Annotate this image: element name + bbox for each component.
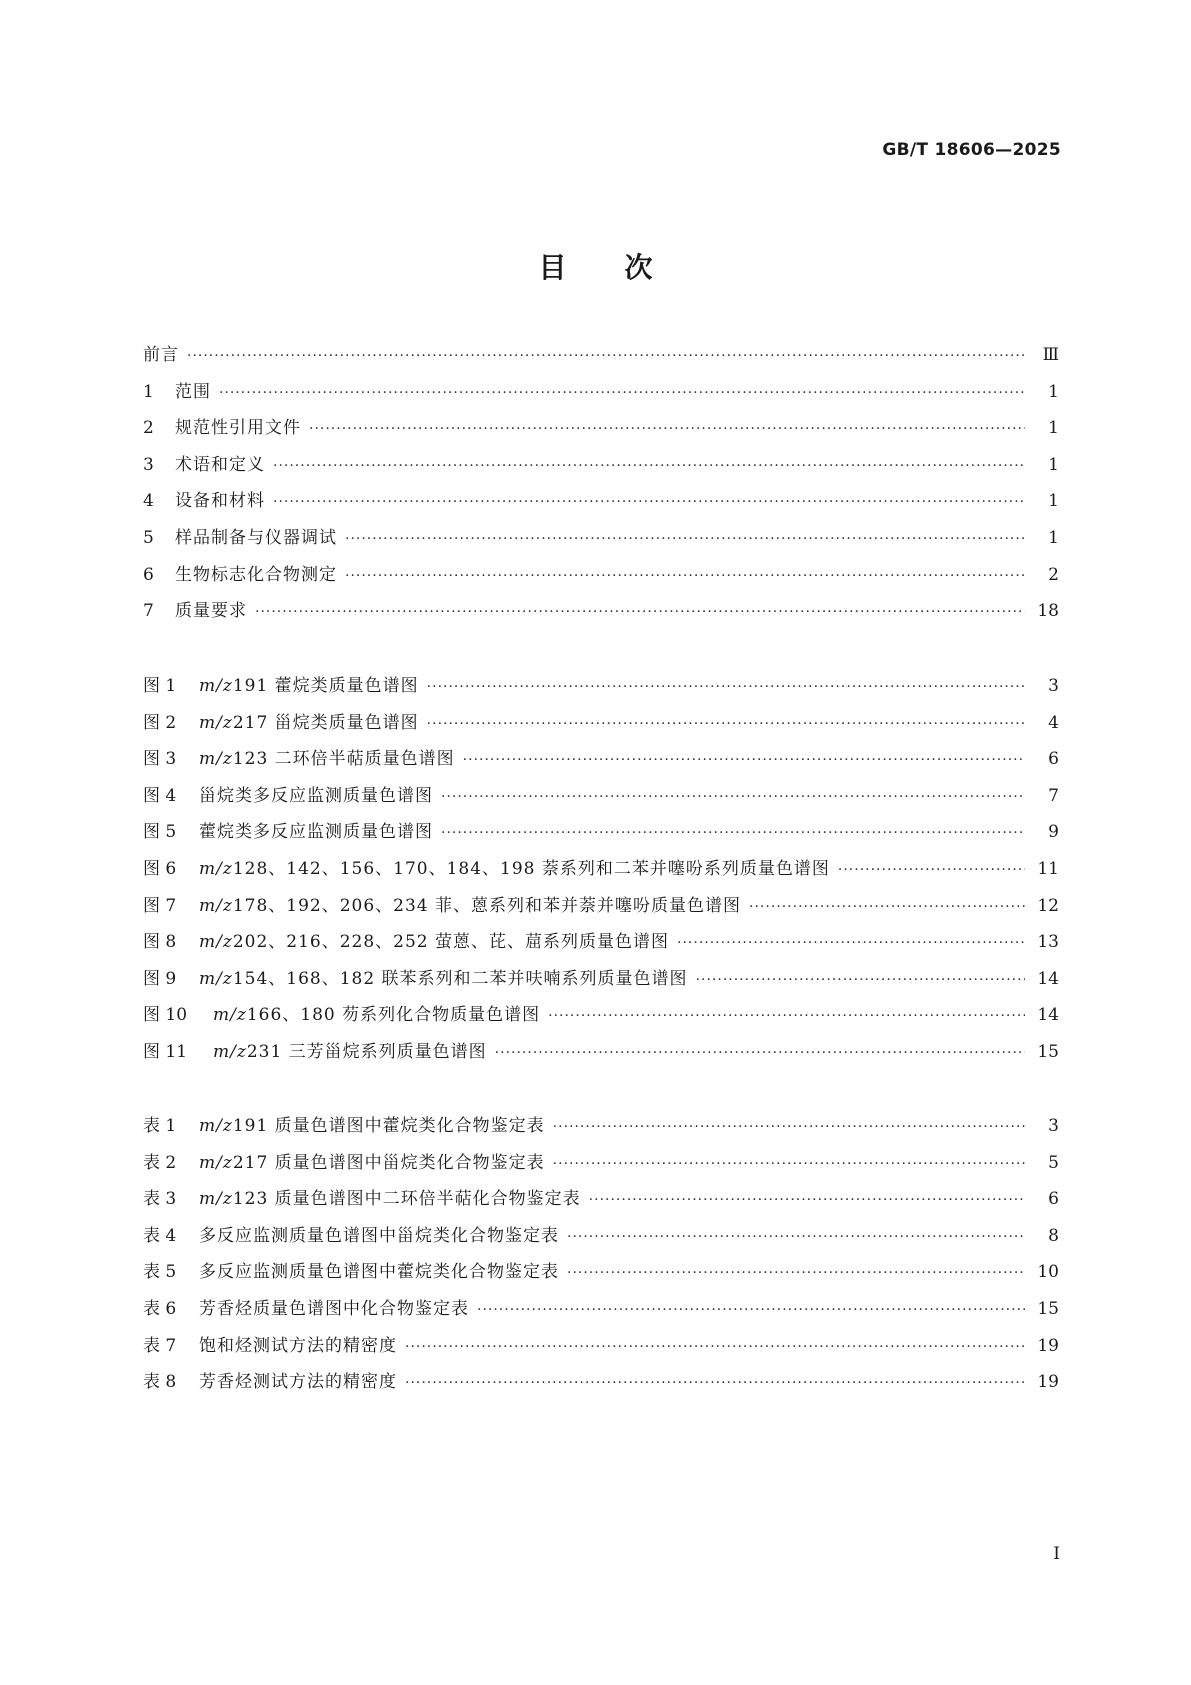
toc-entry-number: 图 6 (143, 858, 177, 879)
toc-entry-section-4[interactable] (143, 486, 1059, 523)
toc-sections (143, 340, 1059, 633)
toc-entry-title-text: 178、192、206、234 菲、蒽系列和苯并萘并噻吩质量色谱图 (232, 895, 742, 916)
toc-leader-dots (567, 1229, 1025, 1245)
toc-entry-section-3[interactable] (143, 450, 1059, 487)
toc-entry-title-text: 128、142、156、170、184、198 萘系列和二苯并噻吩系列质量色谱图 (232, 858, 830, 879)
mz-label: m/z (199, 932, 233, 953)
toc-leader-dots (405, 1375, 1025, 1391)
toc-leader-dots (309, 421, 1025, 437)
toc-entry-title (199, 964, 696, 989)
page-title: 目次 (538, 251, 711, 284)
toc-entry-title (199, 1111, 553, 1136)
toc-entry-title (199, 671, 427, 696)
toc-entry-page: 14 (1037, 968, 1059, 989)
toc-entry-page: 19 (1037, 1335, 1059, 1356)
mz-label: m/z (199, 895, 233, 916)
toc-entry-figure-6[interactable] (143, 854, 1059, 891)
toc-entry-page: 1 (1048, 454, 1059, 475)
toc-leader-dots (255, 604, 1025, 620)
toc-entry-number: 图 10 (143, 1005, 188, 1026)
toc-leader-dots (441, 789, 1025, 805)
toc-entry-table-4[interactable] (143, 1221, 1059, 1258)
toc-entry-number: 图 5 (143, 822, 177, 843)
toc-entry-title (199, 744, 463, 769)
toc-entry-figure-3[interactable] (143, 744, 1059, 781)
toc-entry-table-3[interactable] (143, 1184, 1059, 1221)
toc-leader-dots (345, 568, 1025, 584)
toc-entry-title: 芳香烃质量色谱图中化合物鉴定表 (199, 1298, 469, 1319)
toc-entry-title-text: 123 质量色谱图中二环倍半萜化合物鉴定表 (232, 1189, 581, 1210)
toc-entry-title (199, 891, 749, 916)
toc-entry-section-7[interactable] (143, 596, 1059, 633)
toc-leader-dots (548, 1008, 1025, 1024)
toc-entry-number: 图 11 (143, 1041, 188, 1062)
toc-entry-page: 8 (1048, 1225, 1059, 1246)
mz-label: m/z (199, 1116, 233, 1136)
toc-leader-dots (477, 1302, 1025, 1318)
mz-label: m/z (213, 1041, 247, 1062)
toc-entry-number: 表 8 (143, 1372, 177, 1393)
toc-entry-number: 3 (143, 454, 154, 475)
toc-entry-table-7[interactable] (143, 1331, 1059, 1368)
mz-label: m/z (199, 712, 233, 733)
toc-leader-dots (405, 1339, 1025, 1355)
toc-entry-number: 图 7 (143, 895, 177, 916)
toc-entry-figure-10[interactable] (143, 1000, 1059, 1037)
toc-entry-number: 图 9 (143, 968, 177, 989)
toc-entry-title: 多反应监测质量色谱图中藿烷类化合物鉴定表 (199, 1262, 559, 1283)
toc-entry-page: 1 (1048, 418, 1059, 439)
toc-entry-page: 4 (1048, 712, 1059, 733)
toc-entry-page: 3 (1048, 1116, 1059, 1136)
toc-entry-page: 10 (1037, 1262, 1059, 1283)
toc-entry-table-5[interactable] (143, 1257, 1059, 1294)
toc-entry-figure-5[interactable] (143, 817, 1059, 854)
toc-leader-dots (589, 1192, 1025, 1208)
toc-entry-page: 1 (1048, 381, 1059, 402)
toc-entry-page: 11 (1037, 858, 1059, 879)
toc-entry-title-text: 154、168、182 联苯系列和二苯并呋喃系列质量色谱图 (232, 968, 688, 989)
toc-entry-number: 表 4 (143, 1225, 177, 1246)
toc-entry-page: 6 (1048, 749, 1059, 770)
toc-entry-figure-8[interactable] (143, 927, 1059, 964)
toc-entry-title-text: 202、216、228、252 萤蒽、芘、䓛系列质量色谱图 (232, 932, 670, 953)
toc-entry-section-1[interactable] (143, 377, 1059, 414)
mz-label: m/z (199, 676, 233, 696)
toc-entry-page: Ⅲ (1042, 345, 1059, 365)
toc-entry-figure-9[interactable] (143, 964, 1059, 1001)
toc-leader-dots (427, 716, 1025, 732)
toc-entry-number: 4 (143, 491, 154, 512)
toc-leader-dots (696, 972, 1025, 988)
toc-entry-page: 2 (1048, 564, 1059, 585)
toc-entry-page: 1 (1048, 491, 1059, 512)
toc-leader-dots (495, 1045, 1025, 1061)
toc-entry-page: 5 (1048, 1152, 1059, 1173)
standard-number: GB/T 18606—2025 (882, 140, 1061, 160)
toc-leader-dots (463, 752, 1025, 768)
toc-entry-page: 14 (1037, 1005, 1059, 1026)
toc-entry-number: 1 (143, 381, 154, 402)
toc-leader-dots (273, 494, 1025, 510)
toc-entry-figure-7[interactable] (143, 891, 1059, 928)
toc-leader-dots (677, 935, 1025, 951)
toc-entry-title: 生物标志化合物测定 (175, 564, 337, 585)
toc-entry-page: 18 (1037, 601, 1059, 622)
mz-label: m/z (199, 1189, 233, 1210)
page-number: Ⅰ (1053, 1544, 1060, 1564)
toc-entry-figure-2[interactable] (143, 708, 1059, 745)
mz-label: m/z (199, 858, 233, 879)
toc-entry-title (213, 1037, 495, 1062)
toc-entry-title (199, 708, 427, 733)
toc-entry-title: 多反应监测质量色谱图中甾烷类化合物鉴定表 (199, 1225, 559, 1246)
toc-entry-title (199, 927, 677, 952)
toc-entry-number: 表 7 (143, 1335, 177, 1356)
toc-leader-dots (567, 1265, 1025, 1281)
toc-entry-title: 术语和定义 (175, 454, 265, 475)
toc-entry-title (213, 1000, 548, 1025)
toc-entry-figure-1[interactable] (143, 671, 1059, 708)
toc-entry-page: 15 (1037, 1041, 1059, 1062)
toc-entry-page: 19 (1037, 1372, 1059, 1393)
toc-entry-table-8[interactable] (143, 1367, 1059, 1404)
toc-entry-title-text: 231 三芳甾烷系列质量色谱图 (246, 1041, 487, 1062)
toc-entry-number: 图 8 (143, 932, 177, 953)
toc-entry-page: 15 (1037, 1298, 1059, 1319)
toc-entry-number: 表 6 (143, 1298, 177, 1319)
toc-entry-table-1[interactable] (143, 1111, 1059, 1148)
toc-entry-title-text: 166、180 芴系列化合物质量色谱图 (246, 1005, 541, 1026)
toc-entry-table-6[interactable] (143, 1294, 1059, 1331)
toc-tables (143, 1111, 1059, 1404)
toc-entry-foreword[interactable] (143, 340, 1059, 377)
toc-entry-section-2[interactable] (143, 413, 1059, 450)
toc-leader-dots (553, 1119, 1025, 1135)
toc-entry-title (199, 854, 838, 879)
toc-entry-page: 9 (1048, 822, 1059, 843)
toc-entry-title-text: 191 藿烷类质量色谱图 (232, 676, 419, 696)
toc-entry-title: 规范性引用文件 (175, 418, 301, 439)
toc-leader-dots (345, 531, 1025, 547)
toc-entry-figure-11[interactable] (143, 1037, 1059, 1074)
toc-entry-title: 饱和烃测试方法的精密度 (199, 1335, 397, 1356)
toc-entry-page: 6 (1048, 1189, 1059, 1210)
toc-entry-number: 表 1 (143, 1116, 177, 1136)
toc-leader-dots (749, 899, 1025, 915)
mz-label: m/z (213, 1005, 247, 1026)
mz-label: m/z (199, 749, 233, 770)
toc-entry-number: 7 (143, 601, 154, 622)
toc-entry-title: 藿烷类多反应监测质量色谱图 (199, 822, 433, 843)
toc-leader-dots (273, 458, 1025, 474)
toc-entry-page: 1 (1048, 527, 1059, 548)
toc-entry-number: 2 (143, 418, 154, 439)
toc-entry-number: 图 1 (143, 676, 177, 696)
toc-entry-title: 前言 (143, 345, 179, 365)
toc-entry-number: 表 3 (143, 1189, 177, 1210)
toc-entry-title: 质量要求 (175, 601, 247, 622)
toc-leader-dots (838, 862, 1025, 878)
toc-entry-title: 甾烷类多反应监测质量色谱图 (199, 785, 433, 806)
toc-entry-title: 芳香烃测试方法的精密度 (199, 1372, 397, 1393)
toc-entry-title-text: 123 二环倍半萜质量色谱图 (232, 749, 455, 770)
toc-entry-number: 图 3 (143, 749, 177, 770)
toc-entry-number: 图 2 (143, 712, 177, 733)
mz-label: m/z (199, 968, 233, 989)
toc-entry-section-6[interactable] (143, 560, 1059, 597)
toc-entry-page: 12 (1037, 895, 1059, 916)
toc-entry-title: 样品制备与仪器调试 (175, 527, 337, 548)
toc-entry-figure-4[interactable] (143, 781, 1059, 818)
toc-entry-number: 5 (143, 527, 154, 548)
toc-entry-title: 设备和材料 (175, 491, 265, 512)
toc-entry-title (199, 1148, 553, 1173)
toc-entry-number: 表 2 (143, 1152, 177, 1173)
toc-entry-page: 7 (1048, 785, 1059, 806)
toc-leader-dots (553, 1156, 1025, 1172)
toc-entry-title-text: 217 质量色谱图中甾烷类化合物鉴定表 (232, 1152, 545, 1173)
toc-entry-title (199, 1184, 589, 1209)
toc-figures (143, 671, 1059, 1074)
toc-leader-dots (427, 679, 1025, 695)
toc-leader-dots (187, 348, 1025, 364)
toc-leader-dots (219, 385, 1025, 401)
toc-entry-title-text: 191 质量色谱图中藿烷类化合物鉴定表 (232, 1116, 545, 1136)
toc-entry-table-2[interactable] (143, 1148, 1059, 1185)
toc-entry-page: 13 (1037, 932, 1059, 953)
toc-leader-dots (441, 825, 1025, 841)
toc-entry-number: 6 (143, 564, 154, 585)
toc-entry-title: 范围 (175, 381, 211, 402)
toc-entry-number: 图 4 (143, 785, 177, 806)
toc-entry-title-text: 217 甾烷类质量色谱图 (232, 712, 419, 733)
toc-entry-number: 表 5 (143, 1262, 177, 1283)
toc-entry-page: 3 (1048, 676, 1059, 696)
toc-entry-section-5[interactable] (143, 523, 1059, 560)
mz-label: m/z (199, 1152, 233, 1173)
